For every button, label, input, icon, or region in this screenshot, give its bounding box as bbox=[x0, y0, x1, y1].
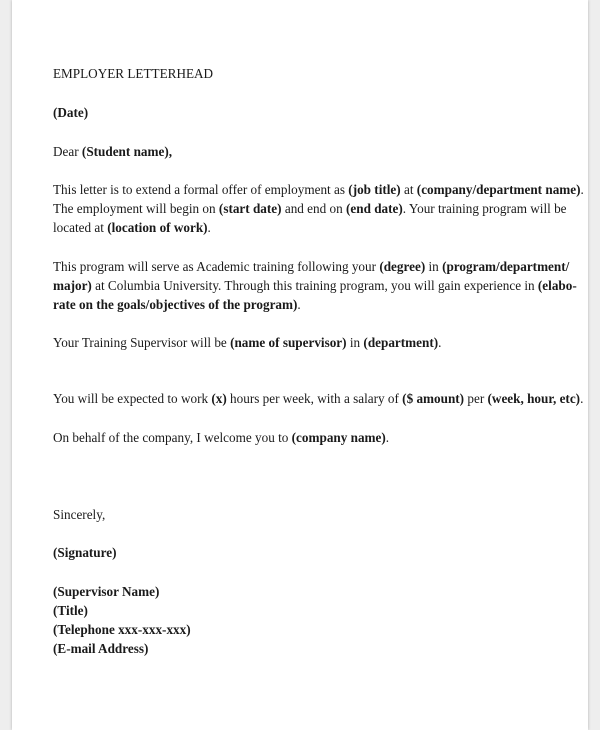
signer-telephone bbox=[53, 622, 191, 638]
paragraph3 bbox=[53, 335, 441, 351]
end-date-field: (end date) bbox=[346, 201, 403, 216]
signature-field: (Signature) bbox=[53, 545, 117, 560]
program-field-cont: major) bbox=[53, 278, 92, 293]
paragraph4-text: hours per week, with a salary of bbox=[226, 391, 403, 406]
salutation bbox=[53, 144, 172, 160]
paragraph1-text: . bbox=[580, 182, 584, 197]
paragraph1-line3 bbox=[53, 220, 211, 236]
paragraph1-line1 bbox=[53, 182, 584, 198]
degree-field: (degree) bbox=[379, 259, 426, 274]
paragraph4-text: per bbox=[464, 391, 488, 406]
paragraph2-text: . bbox=[297, 297, 301, 312]
signer-email bbox=[53, 641, 148, 657]
telephone-field: (Telephone xxx-xxx-xxx) bbox=[53, 622, 191, 637]
elaborate-field: (elabo- bbox=[537, 278, 577, 293]
paragraph1-text: . bbox=[207, 220, 211, 235]
paragraph4 bbox=[53, 391, 583, 407]
paragraph1-text: located at bbox=[53, 220, 108, 235]
paragraph2-line3 bbox=[53, 297, 301, 313]
signature-placeholder bbox=[53, 545, 117, 561]
paragraph5 bbox=[53, 430, 389, 446]
job-title-field: (job title) bbox=[348, 182, 401, 197]
supervisor-name-field: (Supervisor Name) bbox=[53, 584, 160, 599]
paragraph3-text: in bbox=[346, 335, 364, 350]
date-placeholder bbox=[53, 105, 88, 121]
email-field: (E-mail Address) bbox=[53, 641, 149, 656]
paragraph2-text: This program will serve as Academic training following your bbox=[53, 259, 380, 274]
paragraph1-text: and end on bbox=[281, 201, 347, 216]
paragraph1-line2 bbox=[53, 201, 567, 217]
goals-field: rate on the goals/objectives of the program) bbox=[53, 297, 298, 312]
paragraph5-text: . bbox=[385, 430, 390, 445]
title-field: (Title) bbox=[53, 603, 88, 618]
date-field: (Date) bbox=[53, 105, 89, 120]
paragraph2-text: at Columbia University. Through this training program, you will gain experience in bbox=[91, 278, 538, 293]
paragraph1-text: at bbox=[400, 182, 417, 197]
letter-page bbox=[12, 0, 588, 730]
salutation-dear: Dear bbox=[53, 144, 82, 159]
paragraph5-text: On behalf of the company, I welcome you to bbox=[53, 430, 292, 445]
location-field: (location of work) bbox=[107, 220, 208, 235]
letterhead-placeholder: EMPLOYER LETTERHEAD bbox=[53, 66, 214, 81]
closing: Sincerely, bbox=[53, 507, 106, 522]
paragraph2-line2 bbox=[53, 278, 577, 294]
supervisor-field: (name of supervisor) bbox=[230, 335, 347, 350]
paragraph2-text: in bbox=[425, 259, 443, 274]
program-field: (program/department/ bbox=[442, 259, 570, 274]
paragraph3-text: Your Training Supervisor will be bbox=[53, 335, 231, 350]
hours-field: (x) bbox=[211, 391, 227, 406]
paragraph1-text: This letter is to extend a formal offer of employment as bbox=[53, 182, 349, 197]
paragraph3-text: . bbox=[438, 335, 442, 350]
start-date-field: (start date) bbox=[218, 201, 282, 216]
amount-field: ($ amount) bbox=[402, 391, 465, 406]
paragraph4-text: . bbox=[580, 391, 584, 406]
period-field: (week, hour, etc) bbox=[487, 391, 581, 406]
paragraph1-text: The employment will begin on bbox=[53, 201, 219, 216]
student-name-field: (Student name), bbox=[81, 144, 173, 159]
paragraph2-line1 bbox=[53, 259, 569, 275]
company-department-field: (company/department name) bbox=[416, 182, 581, 197]
company-name-field: (company name) bbox=[291, 430, 386, 445]
paragraph1-text: . Your training program will be bbox=[402, 201, 567, 216]
signer-title bbox=[53, 603, 88, 619]
signer-name bbox=[53, 584, 159, 600]
department-field: (department) bbox=[363, 335, 439, 350]
paragraph4-text: You will be expected to work bbox=[53, 391, 212, 406]
